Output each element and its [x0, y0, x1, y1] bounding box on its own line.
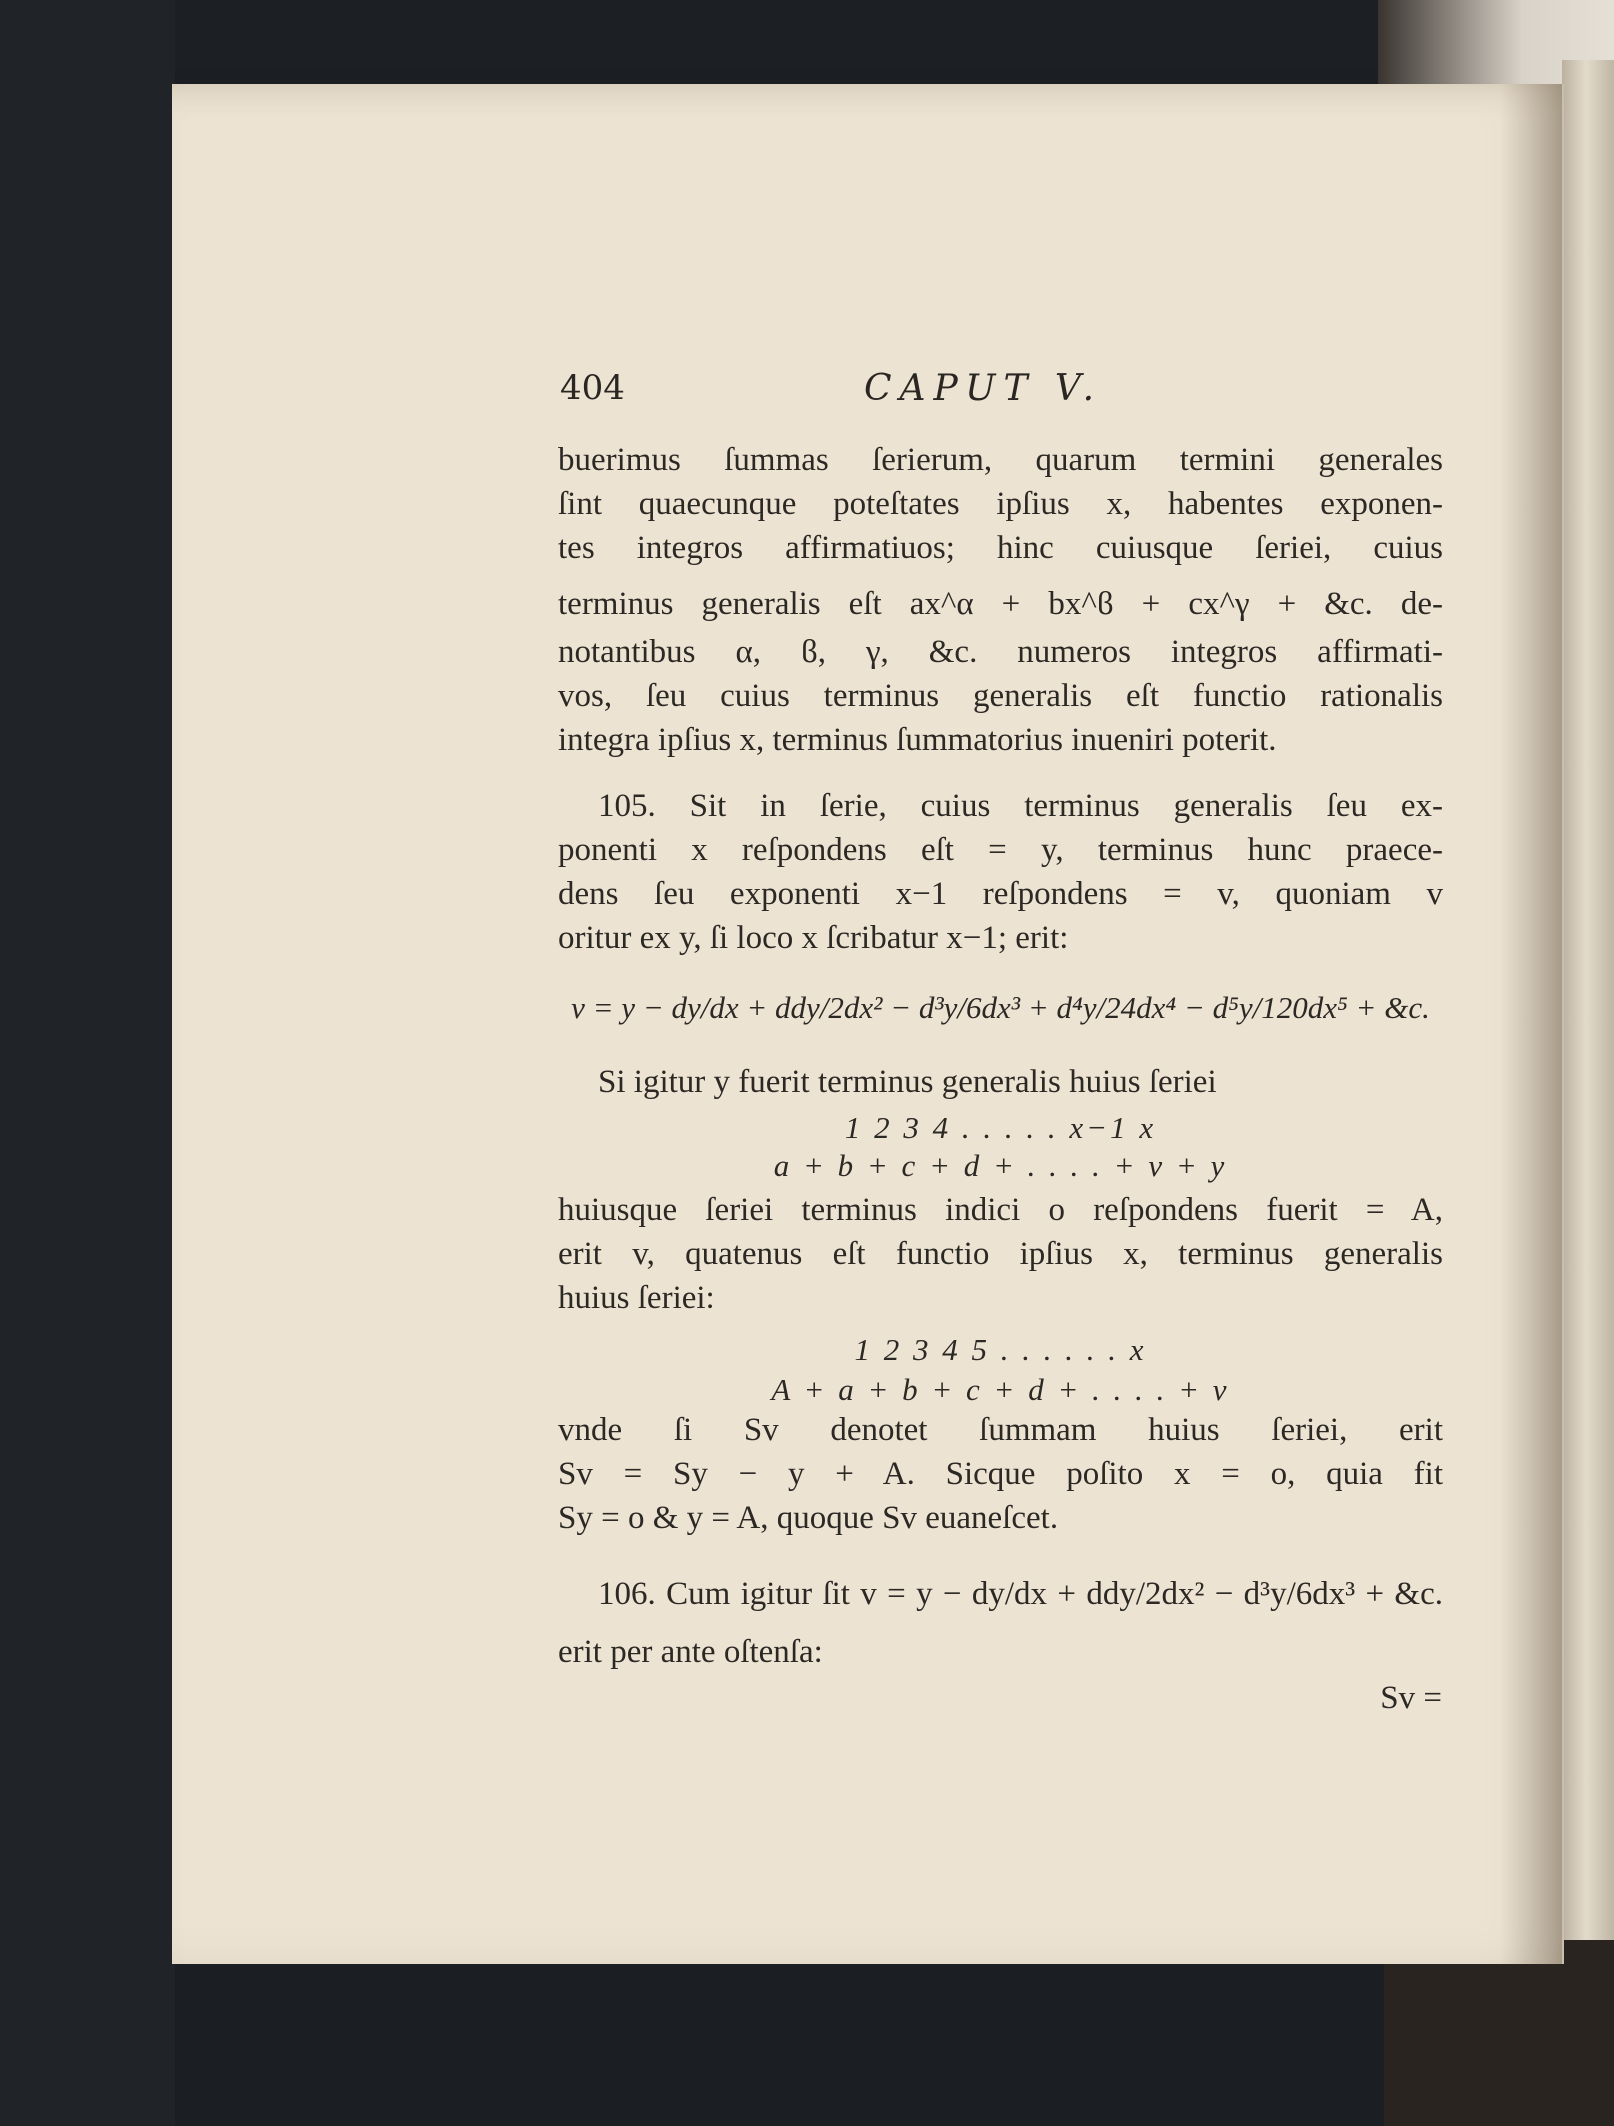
section-105-line: ponenti x reſpondens eſt = y, terminus hunc praece-: [558, 832, 1443, 868]
text-line: vos, ſeu cuius terminus generalis eſt functio rationalis: [558, 678, 1443, 714]
catchword: Sv =: [1380, 1680, 1442, 1716]
scan-background-left: [0, 0, 175, 2126]
series-2-terms: A + a + b + c + d + . . . . + v: [771, 1372, 1230, 1407]
text-line: ſint quaecunque poteſtates ipſius x, habentes exponen-: [558, 486, 1443, 522]
running-head: [560, 368, 1560, 418]
section-106-line: 106. Cum igitur ſit v = y − dy/dx + ddy/2dx² − d³y/6dx³ + &c.: [598, 1576, 1443, 1612]
text-line: huius ſeriei:: [558, 1280, 715, 1316]
text-line: buerimus ſummas ſerierum, quarum termini generales: [558, 442, 1443, 478]
chapter-title: CAPUT V.: [864, 368, 1103, 409]
text-line: Sv = Sy − y + A. Sicque poſito x = o, quia fit: [558, 1456, 1443, 1492]
text-line: Si igitur y fuerit terminus generalis huius ſeriei: [598, 1064, 1217, 1100]
series-1-indices: 1 2 3 4 . . . . . x−1 x: [844, 1110, 1157, 1145]
section-105-line: oritur ex y, ſi loco x ſcribatur x−1; erit:: [558, 920, 1069, 956]
section-105-line: 105. Sit in ſerie, cuius terminus generalis ſeu ex-: [598, 788, 1443, 824]
scan-background-top: [0, 0, 1614, 70]
series-2-indices: 1 2 3 4 5 . . . . . . x: [854, 1332, 1147, 1367]
text-line: integra ipſius x, terminus ſummatorius inueniri poterit.: [558, 722, 1277, 758]
text-line: Sy = o & y = A, quoque Sv euaneſcet.: [558, 1500, 1059, 1536]
text-line: vnde ſi Sv denotet ſummam huius ſeriei, erit: [558, 1412, 1443, 1448]
series-1-terms: a + b + c + d + . . . . + v + y: [773, 1148, 1228, 1183]
text-line: huiusque ſeriei terminus indici o reſpondens fuerit = A,: [558, 1192, 1443, 1228]
spine-shadow: [1500, 84, 1562, 1964]
formula-v-expansion: v = y − dy/dx + ddy/2dx² − d³y/6dx³ + d⁴y/24dx⁴ − d⁵y/120dx⁵ + &c.: [571, 990, 1430, 1025]
text-line: terminus generalis eſt ax^α + bx^ϐ + cx^γ + &c. de-: [558, 586, 1443, 622]
page-number: 404: [560, 368, 625, 408]
text-line: erit per ante oſtenſa:: [558, 1634, 823, 1670]
section-105-line: dens ſeu exponenti x−1 reſpondens = v, quoniam v: [558, 876, 1443, 912]
text-line: notantibus α, ϐ, γ, &c. numeros integros affirmati-: [558, 634, 1443, 670]
text-line: tes integros affirmatiuos; hinc cuiusque ſeriei, cuius: [558, 530, 1443, 566]
next-page-edge: [1562, 60, 1614, 1940]
text-line: erit v, quatenus eſt functio ipſius x, terminus generalis: [558, 1236, 1443, 1272]
